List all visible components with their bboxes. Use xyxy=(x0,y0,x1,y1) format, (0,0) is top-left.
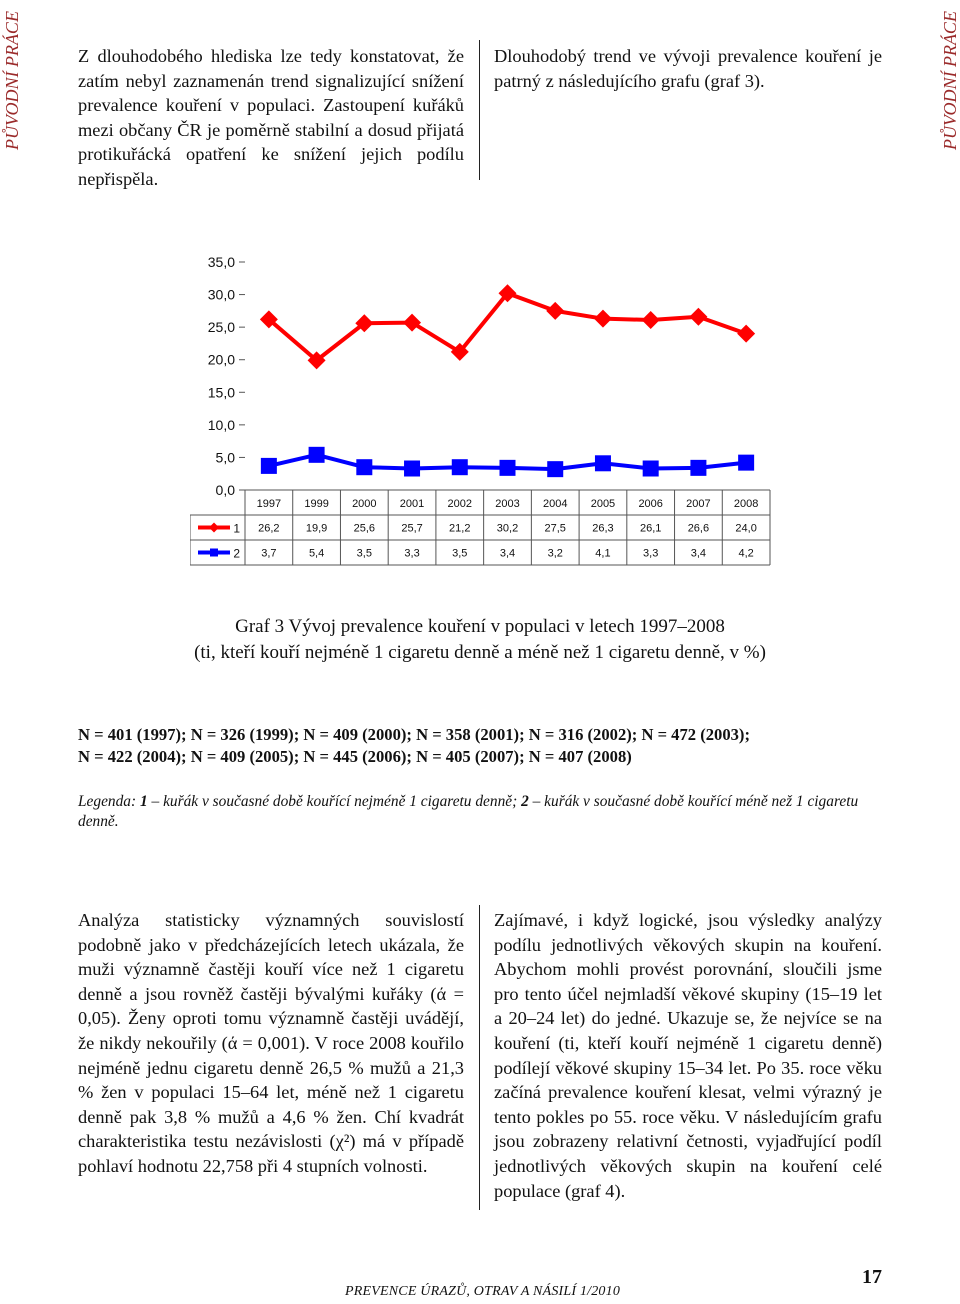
table-value-series-2: 3,4 xyxy=(690,547,707,560)
table-value-series-2: 3,5 xyxy=(452,547,468,560)
legend-marker-series-1 xyxy=(209,523,219,533)
column-divider xyxy=(479,905,480,1210)
y-tick-label: 20,0 xyxy=(207,351,235,368)
x-category-label: 2004 xyxy=(542,498,568,510)
table-value-series-2: 3,3 xyxy=(404,547,420,560)
table-value-series-2: 3,3 xyxy=(643,547,659,560)
table-value-series-1: 30,2 xyxy=(496,522,519,535)
prevalence-chart xyxy=(190,245,790,575)
x-category-label: 2001 xyxy=(399,498,425,510)
chart-canvas xyxy=(190,245,790,575)
top-left-paragraph xyxy=(78,44,464,192)
section-label-text: PŮVODNÍ PRÁCE xyxy=(2,11,22,150)
x-category-label: 2002 xyxy=(447,498,473,510)
table-value-series-2: 4,1 xyxy=(595,547,611,560)
data-point-series-2 xyxy=(404,461,420,477)
data-point-series-1 xyxy=(594,310,612,328)
table-value-series-1: 26,2 xyxy=(258,522,280,535)
bottom-left-paragraph xyxy=(78,908,464,1179)
data-point-series-2 xyxy=(547,461,563,477)
top-right-paragraph xyxy=(494,44,882,93)
series-line-1 xyxy=(269,293,746,360)
sample-size-line-1: N = 401 (1997); N = 326 (1999); N = 409 (2000); N = 358 (2001); N = 316 (2002); N = 472 (2003); xyxy=(78,725,750,744)
table-value-series-1: 21,2 xyxy=(449,522,471,535)
x-category-label: 2005 xyxy=(590,498,616,510)
table-value-series-1: 24,0 xyxy=(735,522,757,535)
legend-series-name: 1 xyxy=(233,521,240,536)
paragraph-text: Zajímavé, i když logické, jsou výsledky analýzy podílu jednotlivých věkových skupin na kouření. Abychom mohli provést porovnání, sloučili jsme pro tento účel nejmladší věkové skupiny (15–19 let a 20–24 let) do jedné. Ukazuje se, že nejvíce se na kouření (ti, kteří kouří nejméně 1 cigaretu denně) podílejí věkové skupiny 15–34 let. Po 35. roce věku začíná prevalence kouření klesat, velmi výrazný je tento pokles po 55. roce věku. V následujícím grafu jsou zobrazeny relativní četnosti, vyjadřující podíl jednotlivých věkových skupin na kouření celé populace (graf 4). xyxy=(494,910,882,1201)
x-category-label: 1999 xyxy=(304,498,329,510)
x-category-label: 2006 xyxy=(638,498,663,510)
legend-key-1: 1 xyxy=(139,793,148,810)
legend-text-1: – kuřák v současné době kouřící nejméně 1 cigaretu denně; xyxy=(147,793,522,810)
y-tick-label: 15,0 xyxy=(207,384,235,401)
data-point-series-1 xyxy=(546,302,564,320)
data-point-series-2 xyxy=(261,458,277,474)
data-point-series-2 xyxy=(500,460,516,476)
table-value-series-1: 19,9 xyxy=(305,522,328,535)
section-label-text: PŮVODNÍ PRÁCE xyxy=(940,11,960,150)
data-point-series-2 xyxy=(690,460,706,476)
column-divider xyxy=(479,40,480,180)
data-point-series-2 xyxy=(643,461,659,477)
x-category-label: 1997 xyxy=(256,498,282,510)
table-value-series-1: 26,1 xyxy=(639,522,662,535)
data-point-series-2 xyxy=(738,455,754,471)
legend-series-name: 2 xyxy=(233,546,240,561)
legend-key-2: 2 xyxy=(521,793,529,810)
x-category-label: 2000 xyxy=(352,498,377,510)
caption-title: Graf 3 Vývoj prevalence kouření v populaci v letech 1997–2008 xyxy=(235,616,725,637)
table-value-series-2: 3,4 xyxy=(499,547,516,560)
figure-caption xyxy=(120,614,840,666)
sample-size-line-2: N = 422 (2004); N = 409 (2005); N = 445 (2006); N = 405 (2007); N = 407 (2008) xyxy=(78,747,632,766)
table-value-series-1: 25,7 xyxy=(401,522,423,535)
x-category-label: 2007 xyxy=(686,498,711,510)
paragraph-text: Analýza statisticky významných souvislostí podobně jako v předcházejících letech ukázala, že muži významně častěji kouří více než 1 cigaretu denně a jsou rovněž častěji bývalými kuřáky (ά = 0,05). Ženy oproti tomu významně častěji uvádějí, že nikdy nekouřily (ά = 0,001). V roce 2008 kouřilo nejméně jednu cigaretu denně 26,5 % mužů a 21,3 % žen v populaci 15–64 let, méně než 1 cigaretu denně pak 3,8 % mužů a 4,6 % žen. Chí kvadrát charakteristika testu nezávislosti (χ²) má v případě pohlaví hodnotu 22,758 při 4 stupních volnosti. xyxy=(78,910,464,1176)
data-point-series-2 xyxy=(595,455,611,471)
data-point-series-2 xyxy=(309,447,325,463)
table-value-series-2: 4,2 xyxy=(738,547,754,560)
y-tick-label: 10,0 xyxy=(207,416,235,433)
paragraph-text: Z dlouhodobého hlediska lze tedy konstatovat, že zatím nebyl zaznamenán trend signalizující snížení prevalence kouření v populaci. Zastoupení kuřáků mezi občany ČR je poměrně stabilní a dosud přijatá protikuřácká opatření ke snížení jejich podílu nepřispěla. xyxy=(78,46,464,189)
legend-text-2: – kuřák v současné době kouřící méně než 1 cigaretu denně. xyxy=(78,793,859,830)
data-point-series-1 xyxy=(403,314,421,332)
y-tick-label: 0,0 xyxy=(215,482,235,498)
table-value-series-1: 26,3 xyxy=(592,522,614,535)
data-point-series-2 xyxy=(356,459,372,475)
table-value-series-2: 5,4 xyxy=(308,547,325,560)
caption-subtitle: (ti, kteří kouří nejméně 1 cigaretu denně a méně než 1 cigaretu denně, v %) xyxy=(194,642,766,663)
table-value-series-2: 3,2 xyxy=(547,547,563,560)
table-value-series-1: 26,6 xyxy=(687,522,710,535)
x-category-label: 2008 xyxy=(733,498,759,510)
table-value-series-2: 3,5 xyxy=(356,547,372,560)
data-point-series-1 xyxy=(642,311,660,329)
y-tick-label: 25,0 xyxy=(207,319,235,336)
data-point-series-2 xyxy=(452,459,468,475)
y-tick-label: 35,0 xyxy=(207,254,235,270)
legend-note xyxy=(78,792,890,832)
journal-footer: PREVENCE ÚRAZŮ, OTRAV A NÁSILÍ 1/2010 xyxy=(345,1284,621,1299)
legend-marker-series-2 xyxy=(210,549,218,557)
data-point-series-1 xyxy=(737,325,755,343)
x-category-label: 2003 xyxy=(495,498,520,510)
page-number: 17 xyxy=(862,1266,882,1288)
table-value-series-2: 3,7 xyxy=(261,547,277,560)
table-value-series-1: 25,6 xyxy=(353,522,376,535)
y-tick-label: 5,0 xyxy=(215,449,235,466)
bottom-right-paragraph xyxy=(494,908,882,1203)
data-point-series-1 xyxy=(689,308,707,326)
paragraph-text: Dlouhodobý trend ve vývoji prevalence kouření je patrný z následujícího grafu (graf 3). xyxy=(494,46,882,91)
legend-prefix: Legenda: xyxy=(78,793,140,810)
table-value-series-1: 27,5 xyxy=(544,522,566,535)
y-tick-label: 30,0 xyxy=(207,286,235,303)
